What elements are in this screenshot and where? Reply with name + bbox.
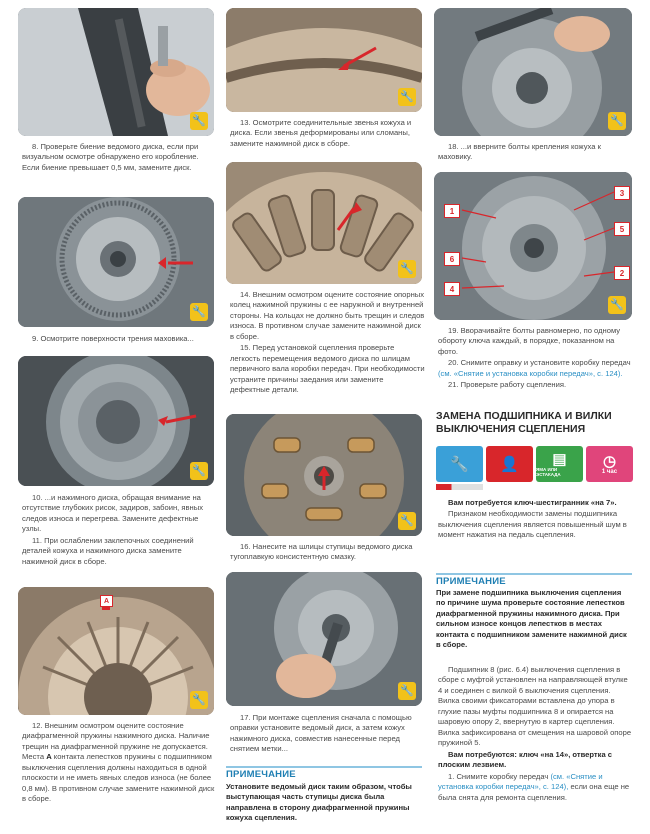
note-text-middle: Установите ведомый диск таким образом, чтобы выступающая часть ступицы диска была направлена в сторону диафрагменной пружины кожуха сцепления. — [226, 782, 412, 823]
bolt-order-illustration — [434, 172, 632, 320]
support-rings-illustration — [226, 162, 422, 284]
note-title-right: ПРИМЕЧАНИЕ — [436, 573, 632, 587]
cover-bolts-illustration — [434, 8, 632, 136]
pictogram-people — [486, 446, 533, 482]
bolt-callout-5: 5 — [614, 222, 630, 236]
pressure-plate-illustration — [18, 356, 214, 486]
section-title: ЗАМЕНА ПОДШИПНИКА И ВИЛКИ ВЫКЛЮЧЕНИЯ СЦЕПЛЕНИЯ — [436, 410, 612, 436]
caption-16: 16. Нанесите на шлицы ступицы ведомого диска тугоплавкую консистентную смазку. — [230, 542, 413, 562]
bolt-callout-1: 1 — [444, 204, 460, 218]
caption-12: 12. Внешним осмотром оцените состояние диафрагменной пружины нажимного диска. Наличие трещин на диафрагменной пружине не допускается. Места А контакта лепестков пружины с подшипником выключения сцепления должны находиться в одной плоскости и не иметь явных следов износа (не более 0,8 мм). В противном случае замените нажимной диск в сборе. — [22, 721, 215, 804]
clutch-install-illustration — [226, 572, 422, 706]
wrench-icon: 🔧 — [398, 682, 416, 700]
caption-10-11: 10. ...и нажимного диска, обращая внимание на отсутствие глубоких рисок, задиров, забоин, явных следов износа и перегрева. Замените дефектные узлы. 11. При ослаблении заклепочных соединений деталей кожуха и нажимного диска замените нажимной диск в сборе. — [22, 493, 203, 566]
wrench-icon: 🔧 — [608, 112, 626, 130]
caption-13: 13. Осмотрите соединительные звенья кожуха и диска. Если звенья деформированы или сломаны, замените нажимной диск в сборе. — [230, 118, 412, 148]
caption-14-15: 14. Внешним осмотром оцените состояние опорных колец нажимной пружины с ее наружной и внутренней стороны. На кольцах не должно быть трещин и следов износа. В противном случае замените нажимной диск в сборе. 15. Перед установкой сцепления проверьте легкость перемещения ведомого диска по шлицам первичного вала коробки передач. При необходимости устраните причины заедания или замените дефектные детали. — [230, 290, 425, 395]
body-bearing: Подшипник 8 (рис. 6.4) выключения сцепления в сборе с муфтой установлен на направляющей втулке 4 и соединен с вилкой 6 выключения сцепления. Вилка своими фиксаторами вставлена до упора в глухие пазы муфты подшипника 8 и опирается на шаровую опору 2, ввернутую в картер сцепления. Вилка зафиксирована от смещения на шаровой опоре пружиной 5. Вам потребуются: ключ «на 14», отвертка с плоским лезвием. 1. Снимите коробку передач (см. «Снятие и установка коробки передач», с. 124), если она еще не была снята для ремонта сцепления. — [438, 665, 632, 802]
photo-driven-disk-hub — [226, 414, 422, 536]
link-gearbox-removal-2[interactable]: (см. «Снятие и установка коробки передач», с. 124), — [438, 771, 603, 792]
diaphragm-spring-illustration — [18, 587, 214, 715]
pictogram-pit: ▤ ЯМА ИЛИ ЭСТАКАДА — [536, 446, 583, 482]
photo-diaphragm-spring — [18, 587, 214, 715]
disk-runout-illustration — [18, 8, 214, 136]
wrench-icon: 🔧 — [190, 691, 208, 709]
wrench-icon: 🔧 — [608, 296, 626, 314]
tools-needed: Вам потребуется ключ-шестигранник «на 7». Признаком необходимости замены подшипника выключения сцепления является повышенный шум в момент нажатия на педаль сцепления. — [438, 498, 627, 540]
wrench-icon: 🔧 — [398, 260, 416, 278]
pictogram-time: ◷ 1 час — [586, 446, 633, 482]
person-icon: 👤 — [500, 455, 519, 473]
caption-8: 8. Проверьте биение ведомого диска, если при визуальном осмотре обнаружено его коробление. Если биение превышает 0,5 мм, замените диск. — [22, 142, 199, 172]
bolt-callout-4: 4 — [444, 282, 460, 296]
wrench-icon: 🔧 — [190, 112, 208, 130]
caption-17: 17. При монтаже сцепления сначала с помощью оправки установите ведомый диск, а затем кожух нажимного диска, совместив нанесенные перед снятием метки... — [230, 713, 412, 754]
bolt-callout-6: 6 — [444, 252, 460, 266]
pit-icon: ▤ — [552, 450, 567, 468]
bolt-callout-2: 2 — [614, 266, 630, 280]
driven-disk-hub-illustration — [226, 414, 422, 536]
photo-cover-bolts — [434, 8, 632, 136]
caption-9: 9. Осмотрите поверхности трения маховика... — [32, 334, 194, 343]
flywheel-illustration — [18, 197, 214, 327]
caption-19-21: 19. Вворачивайте болты равномерно, по одному обороту ключа каждый, в порядке, показанном на фото. 20. Снимите оправку и установите коробку передач (см. «Снятие и установка коробки передач», с. 124). 21. Проверьте работу сцепления. — [438, 326, 631, 390]
wrench-icon: 🔧 — [398, 88, 416, 106]
photo-label-a: А — [100, 595, 113, 607]
bolt-callout-3: 3 — [614, 186, 630, 200]
pictogram-difficulty-bar — [436, 484, 483, 490]
photo-disk-runout — [18, 8, 214, 136]
caption-18: 18. ...и вверните болты крепления кожуха к маховику. — [438, 142, 601, 162]
connecting-links-illustration — [226, 8, 422, 112]
photo-bolt-order — [434, 172, 632, 320]
note-title-middle: ПРИМЕЧАНИЕ — [226, 766, 422, 780]
wrench-icon: 🔧 — [190, 462, 208, 480]
photo-support-rings — [226, 162, 422, 284]
photo-clutch-install — [226, 572, 422, 706]
clock-icon: ◷ — [602, 452, 617, 470]
wrench-icon: 🔧 — [398, 512, 416, 530]
photo-connecting-links — [226, 8, 422, 112]
pictogram-tools — [436, 446, 483, 482]
wrench-screwdriver-icon: 🔧 — [450, 455, 469, 473]
wrench-icon: 🔧 — [190, 303, 208, 321]
photo-flywheel — [18, 197, 214, 327]
photo-pressure-plate — [18, 356, 214, 486]
note-text-right: При замене подшипника выключения сцепления по причине шума проверьте состояние лепестков диафрагменной пружины нажимного диска. При сильном износе концов лепестков в местах контакта с подшипником замените нажимной диск в сборе. — [436, 588, 627, 650]
link-gearbox-removal[interactable]: (см. «Снятие и установка коробки передач», с. 124). — [438, 368, 623, 378]
